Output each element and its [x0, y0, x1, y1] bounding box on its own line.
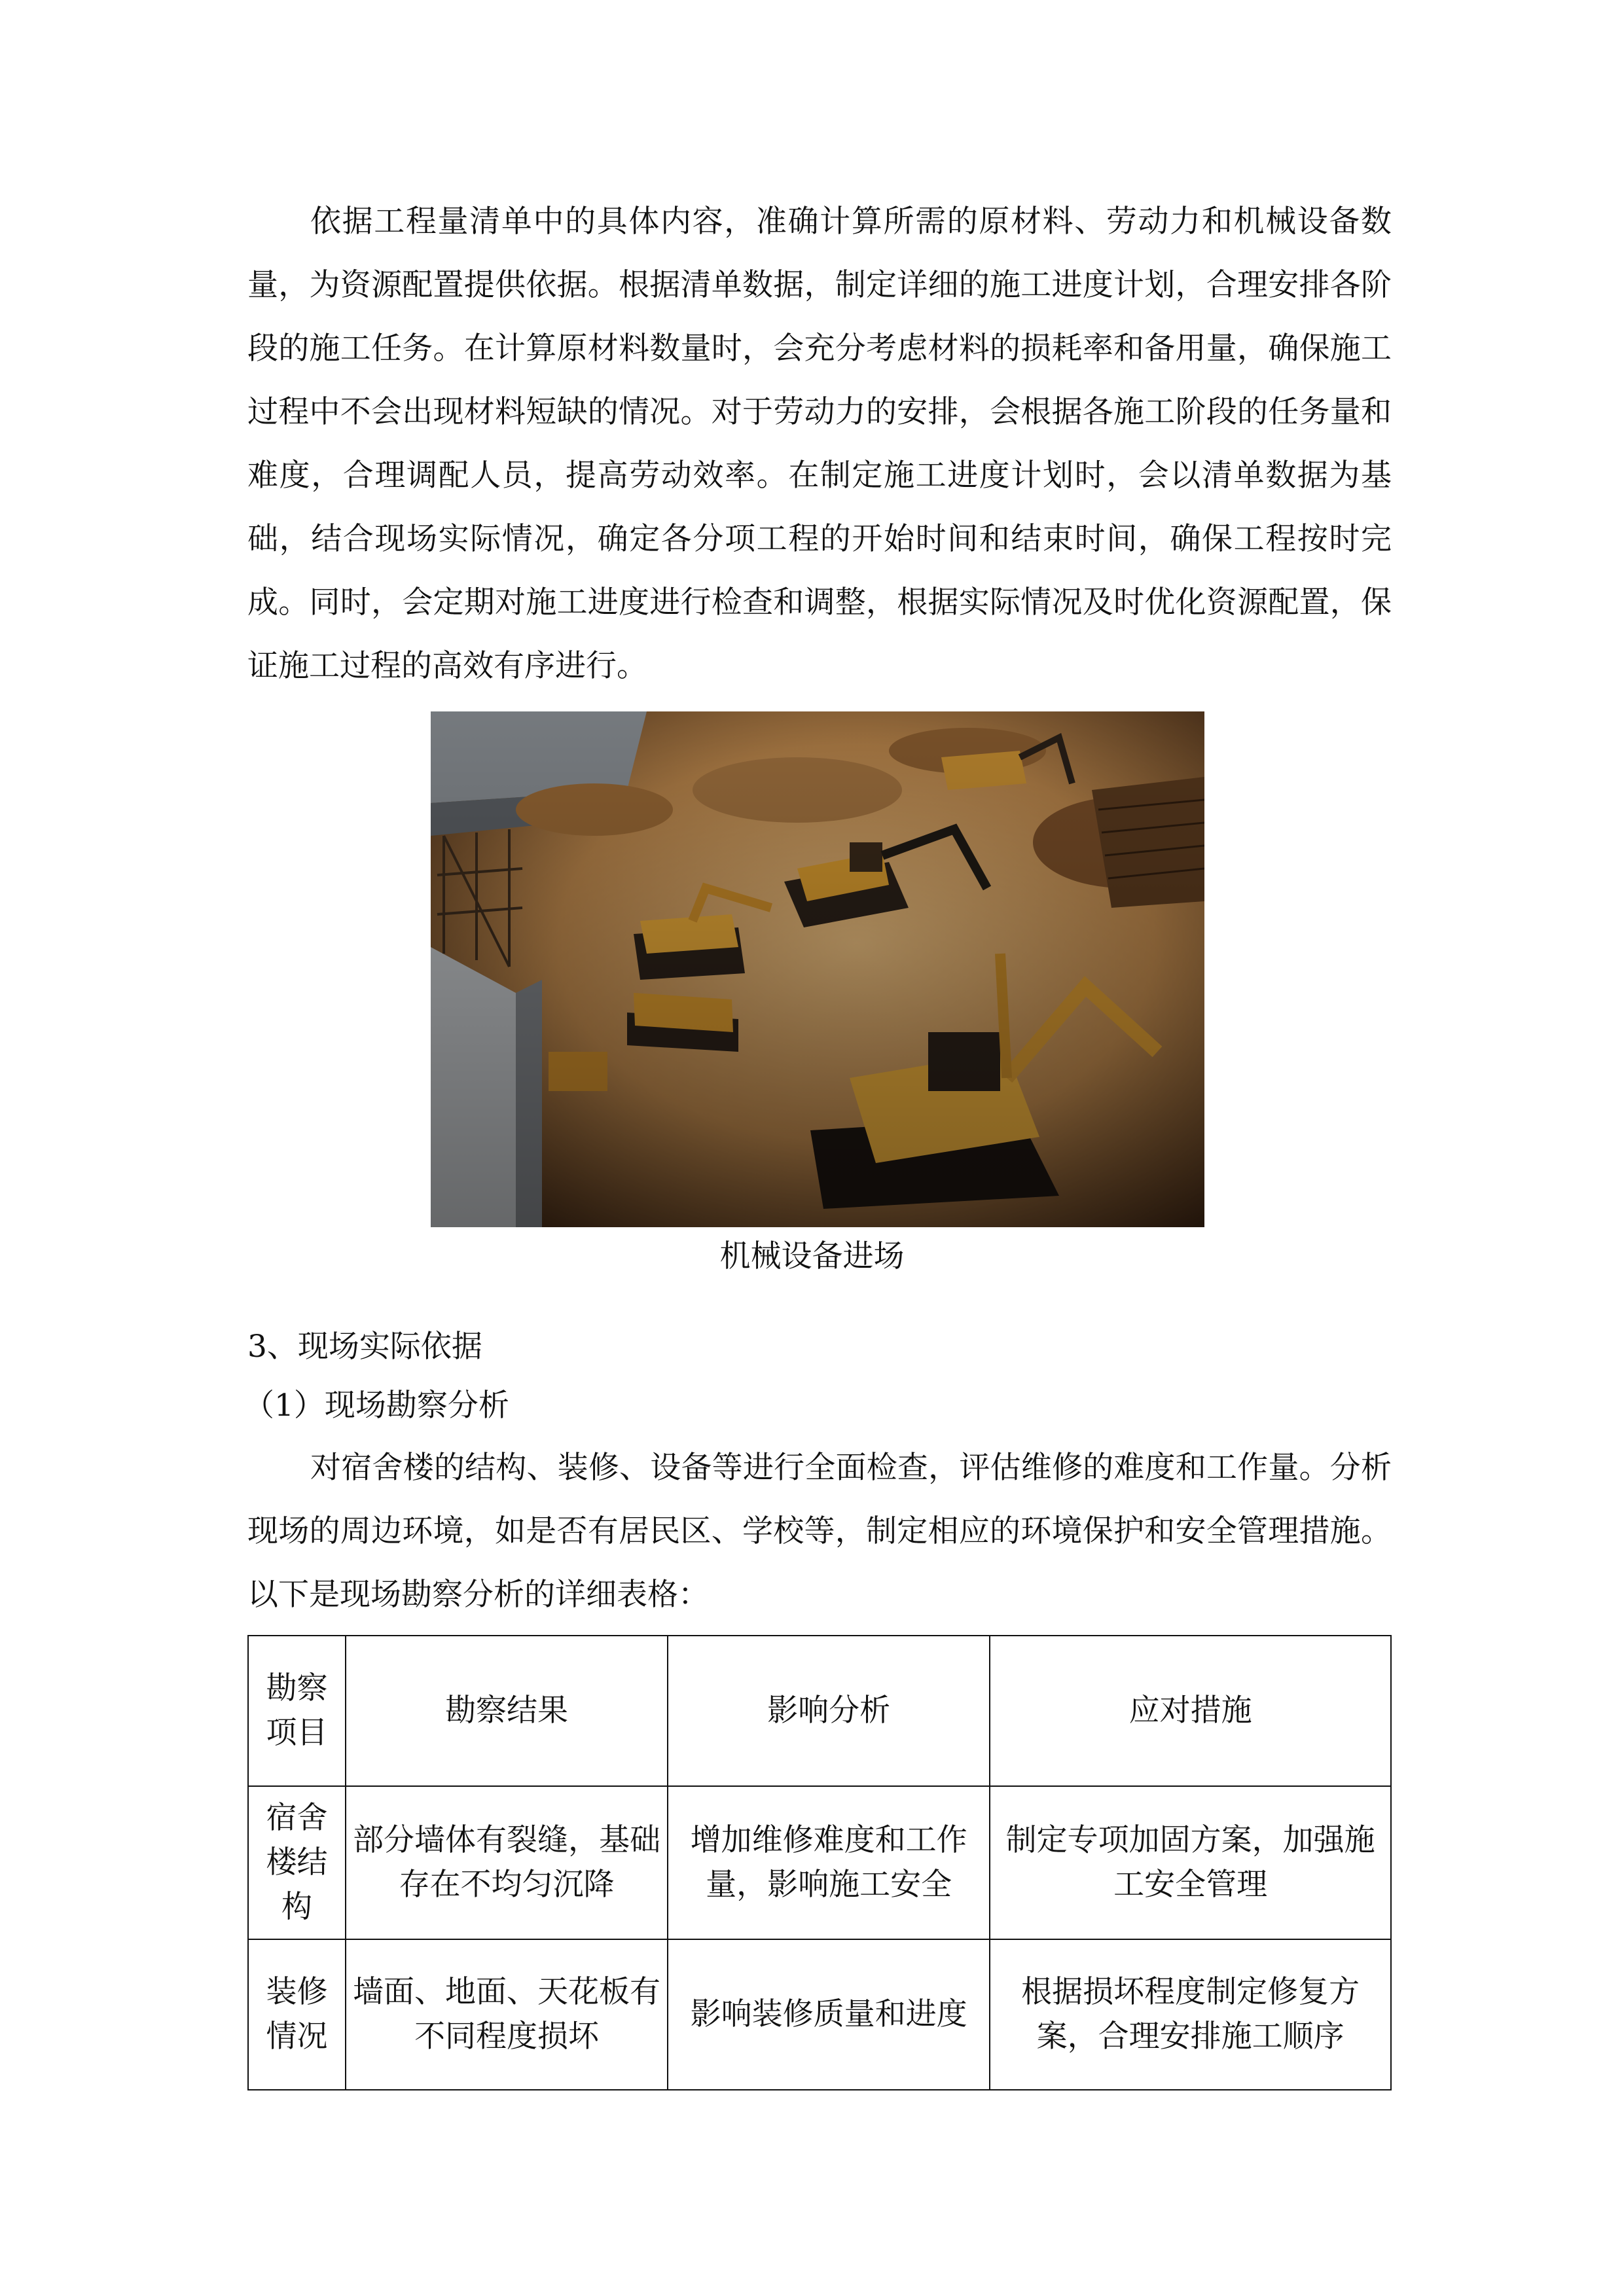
table-header-cell: 应对措施	[990, 1636, 1391, 1786]
construction-site-photo	[431, 711, 1204, 1227]
table-cell: 墙面、地面、天花板有不同程度损坏	[346, 1939, 668, 2090]
table-cell: 装修情况	[248, 1939, 346, 2090]
table-header-cell: 影响分析	[668, 1636, 990, 1786]
table-cell: 制定专项加固方案，加强施工安全管理	[990, 1786, 1391, 1939]
table-cell: 部分墙体有裂缝，基础存在不均匀沉降	[346, 1786, 668, 1939]
table-cell: 根据损坏程度制定修复方案，合理安排施工顺序	[990, 1939, 1391, 2090]
table-cell: 增加维修难度和工作量，影响施工安全	[668, 1786, 990, 1939]
table-header-cell: 勘察结果	[346, 1636, 668, 1786]
table-cell: 宿舍楼结构	[248, 1786, 346, 1939]
table-cell: 影响装修质量和进度	[668, 1939, 990, 2090]
table-header-row	[248, 1636, 1391, 1786]
section-heading: 3、现场实际依据	[247, 1329, 482, 1365]
subsection-heading: （1）现场勘察分析	[244, 1388, 509, 1424]
body-paragraph-2: 对宿舍楼的结构、装修、设备等进行全面检查，评估维修的难度和工作量。分析现场的周边环境，如是否有居民区、学校等，制定相应的环境保护和安全管理措施。以下是现场勘察分析的详细表格：	[247, 1450, 1392, 1613]
table-row	[248, 1939, 1391, 2090]
table-row	[248, 1786, 1391, 1939]
body-paragraph-1: 依据工程量清单中的具体内容，准确计算所需的原材料、劳动力和机械设备数量，为资源配置提供依据。根据清单数据，制定详细的施工进度计划，合理安排各阶段的施工任务。在计算原材料数量时，会充分考虑材料的损耗率和备用量，确保施工过程中不会出现材料短缺的情况。对于劳动力的安排，会根据各施工阶段的任务量和难度，合理调配人员，提高劳动效率。在制定施工进度计划时，会以清单数据为基础，结合现场实际情况，确定各分项工程的开始时间和结束时间，确保工程按时完成。同时，会定期对施工进度进行检查和调整，根据实际情况及时优化资源配置，保证施工过程的高效有序进行。	[247, 204, 1392, 684]
survey-table	[247, 1635, 1392, 2090]
table-header-cell: 勘察项目	[248, 1636, 346, 1786]
figure-caption: 机械设备进场	[719, 1238, 905, 1274]
